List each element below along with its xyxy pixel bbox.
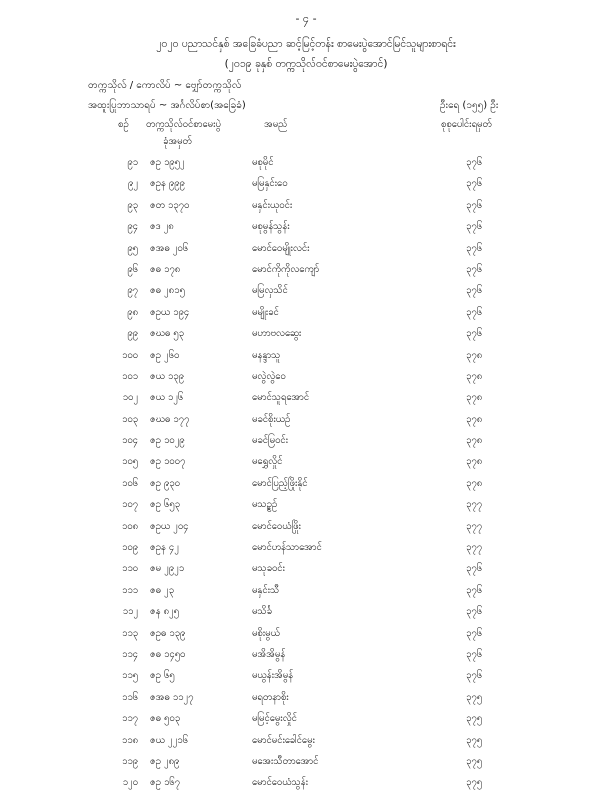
row-number: ၉၃ xyxy=(127,199,138,211)
table-row xyxy=(0,431,612,452)
total-score: ၃၇၇ xyxy=(466,499,483,511)
exam-id: ဇဃဓ ၁၇၇ xyxy=(150,413,190,425)
row-number: ၁၁၀ xyxy=(121,563,138,575)
table-row xyxy=(0,559,612,580)
table-row xyxy=(0,495,612,516)
row-number: ၉၇ xyxy=(127,285,138,297)
row-number: ၉၂ xyxy=(127,178,138,190)
exam-id: ဇဓ ၅၀၃ xyxy=(150,713,181,725)
exam-id: ဇဥ ၆၅ xyxy=(150,670,175,682)
exam-id: ဇဓ ၂၃ xyxy=(150,584,175,596)
table-row xyxy=(0,174,612,195)
header-exam-id-sub: ခုံအမှတ် xyxy=(163,136,192,147)
table-row xyxy=(0,752,612,773)
exam-id: ဇန ၈၂၅ xyxy=(150,606,180,618)
total-score: ၃၇၅ xyxy=(466,691,483,703)
student-name: မမြလှသိင် xyxy=(252,285,288,297)
table-row xyxy=(0,260,612,281)
page-number: - ၄ - xyxy=(295,12,317,25)
exam-id: ဇဥယ ၁၉၄ xyxy=(150,306,190,318)
total-score: ၃၇၈ xyxy=(466,435,483,447)
row-number: ၁၁၁ xyxy=(121,584,138,596)
row-number: ၁၁၇ xyxy=(121,713,138,725)
exam-id: ဇဓ ၂၈၁၅ xyxy=(150,285,185,297)
student-name: မစုမွန်သွန်း xyxy=(252,221,290,233)
student-name: မောင်ဝေမျိုးလင်း xyxy=(252,242,310,254)
header-exam-id: တက္ကသိုလ်ဝင်စာမေးပွဲ xyxy=(146,119,221,130)
row-number: ၁၀၆ xyxy=(121,477,138,489)
table-row xyxy=(0,239,612,260)
table-row xyxy=(0,688,612,709)
exam-id: ဇဥ ၂၆၀ xyxy=(150,349,180,361)
table-row xyxy=(0,666,612,687)
total-score: ၃၇၆ xyxy=(466,178,483,190)
student-name: မခင်မြဝင်း xyxy=(252,435,289,447)
total-score: ၃၇၆ xyxy=(466,563,483,575)
table-row xyxy=(0,303,612,324)
total-score: ၃၇၈ xyxy=(466,349,483,361)
total-score: ၃၇၆ xyxy=(466,285,483,297)
total-score: ၃၇၆ xyxy=(466,606,483,618)
student-name: မသိင်္ခ xyxy=(252,606,272,618)
table-row xyxy=(0,388,612,409)
total-score: ၃၇၅ xyxy=(466,777,483,789)
table-row xyxy=(0,410,612,431)
table-row xyxy=(0,281,612,302)
student-name: မအိအိမွန် xyxy=(252,648,286,660)
total-score: ၃၇၈ xyxy=(466,413,483,425)
student-name: မသုခဝင်း xyxy=(252,563,285,575)
student-name: မသဉ္စဉ် xyxy=(252,499,278,511)
total-score: ၃၇၆ xyxy=(466,306,483,318)
table-row xyxy=(0,624,612,645)
total-score: ၃၇၈ xyxy=(466,456,483,468)
total-score: ၃၇၆ xyxy=(466,263,483,275)
exam-id: ဇဥန ၉၉၉ xyxy=(150,178,185,190)
row-number: ၉၈ xyxy=(127,306,138,318)
header-score: စုစုပေါင်းရမှတ် xyxy=(441,119,492,130)
table-row xyxy=(0,731,612,752)
exam-id: ဇမ ၂၉၂၁ xyxy=(150,563,185,575)
row-number: ၁၁၅ xyxy=(121,670,138,682)
row-number: ၁၀၁ xyxy=(121,370,138,382)
total-score: ၃၇၆ xyxy=(466,221,483,233)
table-row xyxy=(0,602,612,623)
total-score: ၃၇၆ xyxy=(466,242,483,254)
student-name: မနှင်းသီ xyxy=(252,584,280,596)
table-row xyxy=(0,581,612,602)
exam-id: ဇယ ၁၃၉ xyxy=(150,370,184,382)
row-number: ၁၁၆ xyxy=(121,691,138,703)
results-table xyxy=(0,153,612,795)
total-score: ၃၇၇ xyxy=(466,542,483,554)
row-number: ၁၀၅ xyxy=(121,456,138,468)
student-name: မမြနှင်းဝေ xyxy=(252,178,288,190)
total-score: ၃၇၈ xyxy=(466,370,483,382)
header-no: စဉ် xyxy=(118,119,129,130)
total-score: ၃၇၆ xyxy=(466,199,483,211)
region-label: တက္ကသိုလ် / ကောလိပ် ~ ဗျှော်တက္ကသိုလ် xyxy=(88,80,242,91)
student-name: မရတနာစိုး xyxy=(252,691,289,703)
student-name: မမြင့်မွေးလှိုင် xyxy=(252,713,297,725)
table-row xyxy=(0,367,612,388)
row-number: ၁၀၄ xyxy=(121,435,138,447)
exam-id: ဇအဓ ၂၀၆ xyxy=(150,242,189,254)
exam-id: ဇဓ ၁၄၅၀ xyxy=(150,648,186,660)
student-name: မယွန်းအိမွန် xyxy=(252,670,294,682)
row-number: ၉၅ xyxy=(127,242,138,254)
row-number: ၁၂၀ xyxy=(122,777,138,789)
total-score: ၃၇၆ xyxy=(466,670,483,682)
student-name: မောင်ကိုကိုလကျော် xyxy=(252,263,320,275)
row-number: ၉၆ xyxy=(127,263,138,275)
exam-id: ဇယ ၁၂၆ xyxy=(150,392,184,404)
student-name: မနှင်းယုဝင်း xyxy=(252,199,293,211)
document-title: ၂၀၂၀ ပညာသင်နှစ် အခြေခံပညာ ဆင့်မြင့်တန်း စာမေးပွဲအောင်မြင်သူများစာရင်း xyxy=(156,38,456,50)
student-name: မနန္ဒာသူ xyxy=(252,349,281,361)
table-row xyxy=(0,645,612,666)
table-row xyxy=(0,196,612,217)
exam-id: ဇဃဓ ၅၃ xyxy=(150,328,184,340)
student-name: မလွဲလွဲဝေ xyxy=(252,370,286,382)
exam-id: ဇဥ ၉၃၀ xyxy=(150,477,180,489)
table-row xyxy=(0,517,612,538)
program-label: အထူးပြုဘာသာရပ် ~ အင်္ဂလိပ်စာ(အခြေခံ) xyxy=(88,100,246,111)
student-name: မစိုးမွယ် xyxy=(252,627,280,639)
total-score: ၃၇၆ xyxy=(466,627,483,639)
table-row xyxy=(0,538,612,559)
row-number: ၁၁၉ xyxy=(121,755,138,767)
row-number: ၁၀၉ xyxy=(121,542,138,554)
year-label: ဦးရေ (၁၅၅) ဦး xyxy=(440,100,499,111)
row-number: ၁၀၀ xyxy=(121,349,138,361)
exam-id: ဇဥ ၁၀၀၇ xyxy=(150,456,186,468)
exam-id: ဇဓ ၁၇၈ xyxy=(150,263,181,275)
total-score: ၃၇၅ xyxy=(466,734,483,746)
row-number: ၁၁၃ xyxy=(121,627,138,639)
total-score: ၃၇၈ xyxy=(466,477,483,489)
student-name: မောင်ဝေယံသွန်း xyxy=(252,777,308,789)
row-number: ၁၁၈ xyxy=(121,734,138,746)
exam-id: ဇယ ၂၂၁၆ xyxy=(150,734,188,746)
table-row xyxy=(0,217,612,238)
table-row xyxy=(0,324,612,345)
row-number: ၉၁ xyxy=(127,157,138,168)
exam-id: ဇဥ ၁၆၇ xyxy=(150,777,180,789)
row-number: ၉၉ xyxy=(127,328,138,340)
student-name: မအေးသီတာအောင် xyxy=(252,755,319,767)
exam-id: ဇဥ ၁၉၅၂ xyxy=(150,157,185,168)
student-name: မရွှေလှိုင် xyxy=(252,456,283,468)
total-score: ၃၇၅ xyxy=(466,713,483,725)
total-score: ၃၇၈ xyxy=(466,392,483,404)
exam-id: ဇဥ ၁၀၂၉ xyxy=(150,435,185,447)
table-row xyxy=(0,153,612,174)
header-name: အမည် xyxy=(264,119,288,130)
row-number: ၉၄ xyxy=(127,221,138,233)
table-row xyxy=(0,709,612,730)
row-number: ၁၁၂ xyxy=(122,606,138,618)
exam-id: ဇဥဓ ၁၃၉ xyxy=(150,627,186,639)
exam-id: ဇတ ၁၃၇၀ xyxy=(150,199,190,211)
total-score: ၃၇၆ xyxy=(466,328,483,340)
student-name: မစုမိုင် xyxy=(252,157,274,168)
total-score: ၃၇၅ xyxy=(466,755,483,767)
exam-id: ဇဥယ ၂၀၄ xyxy=(150,520,189,532)
student-name: မောင်ဝေယံဖြိုး xyxy=(252,520,301,532)
exam-id: ဇဥန ၄၂ xyxy=(150,542,179,554)
total-score: ၃၇၆ xyxy=(466,648,483,660)
total-score: ၃၇၇ xyxy=(466,520,483,532)
exam-id: ဇအဓ ၁၁၂၇ xyxy=(150,691,194,703)
student-name: မောင်မင်းခေါင်မွေး xyxy=(252,734,315,746)
total-score: ၃၇၆ xyxy=(466,584,483,596)
exam-id: ဇဥ ၂၈၉ xyxy=(150,755,180,767)
exam-id: ဇဥ ၆၅၃ xyxy=(150,499,180,511)
document-subtitle: (၂၀၁၉ ခုနှစ် တက္ကသိုလ်ဝင်စာမေးပွဲအောင်) xyxy=(224,58,388,70)
table-row xyxy=(0,474,612,495)
row-number: ၁၀၈ xyxy=(121,520,138,532)
row-number: ၁၀၂ xyxy=(122,392,138,404)
student-name: မခင်စိုးယဉ် xyxy=(252,413,291,425)
row-number: ၁၀၃ xyxy=(121,413,138,425)
student-name: မဟာဗလဆွေး xyxy=(252,328,302,340)
student-name: မောင်ပြည့်ဖြိုးနိုင် xyxy=(252,477,308,489)
row-number: ၁၀၇ xyxy=(121,499,138,511)
student-name: မောင်ဟန်သာအောင် xyxy=(252,542,322,554)
table-row xyxy=(0,346,612,367)
student-name: မောင်သူရအောင် xyxy=(252,392,310,404)
exam-id: ဇဒ ၂၈ xyxy=(150,221,174,233)
row-number: ၁၁၄ xyxy=(121,648,138,660)
student-name: မမျိုးခင် xyxy=(252,306,279,318)
table-row xyxy=(0,452,612,473)
total-score: ၃၇၆ xyxy=(466,157,483,168)
